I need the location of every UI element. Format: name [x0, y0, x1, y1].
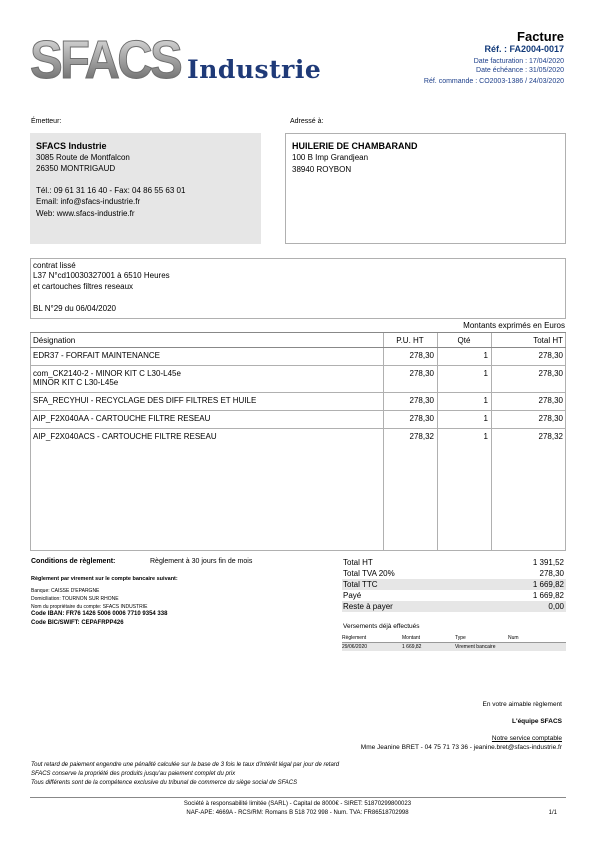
row-total: 278,32	[538, 432, 563, 441]
payments-header-row	[342, 634, 566, 643]
emitter-address-2: 26350 MONTRIGAUD	[36, 164, 116, 173]
total-row	[342, 568, 566, 579]
accounting-contact: Mme Jeanine BRET - 04 75 71 73 36 - jeanine.bret@sfacs-industrie.fr	[360, 744, 562, 751]
iban: Code IBAN: FR76 1426 5006 0006 7710 9354 338	[31, 611, 168, 617]
row-designation-line-2: MINOR KIT C L30-L45e	[33, 378, 119, 387]
due-date: Date échéance : 31/05/2020	[476, 67, 564, 74]
note-line-1: contrat lissé	[33, 261, 76, 270]
accounting-service: Notre service comptable	[491, 735, 562, 742]
total-value: 278,30	[539, 569, 564, 578]
payment-amount: 1 669,82	[402, 644, 422, 650]
document-type: Facture	[517, 29, 564, 44]
table-row	[30, 429, 566, 447]
bic-swift: Code BIC/SWIFT: CEPAFRPP426	[31, 620, 124, 626]
note-line-3: et cartouches filtres reseaux	[33, 282, 134, 291]
currency-note: Montants exprimés en Euros	[463, 321, 565, 330]
row-designation: SFA_RECYHUI - RECYCLAGE DES DIFF FILTRES ET HUILE	[30, 393, 383, 411]
team-signature: L'équipe SFACS	[512, 718, 562, 725]
row-quantity: 1	[437, 348, 491, 366]
items-table	[30, 332, 566, 446]
sfacs-logo	[30, 30, 182, 86]
total-label: Total TTC	[343, 580, 378, 589]
payment-date: 29/06/2020	[342, 644, 368, 650]
total-value: 1 669,82	[532, 591, 564, 600]
total-label: Total TVA 20%	[343, 569, 395, 578]
row-designation: AIP_F2X040AA - CARTOUCHE FILTRE RESEAU	[30, 411, 383, 429]
row-designation: AIP_F2X040ACS - CARTOUCHE FILTRE RESEAU	[33, 432, 217, 441]
row-quantity: 1	[437, 393, 491, 411]
payments-title: Versements déjà effectués	[343, 623, 420, 630]
invoice-note-box	[30, 258, 566, 319]
total-value: 0,00	[548, 602, 564, 611]
row-designation-line-1: com_CK2140-2 - MINOR KIT C L30-L45e	[33, 369, 181, 378]
closing-line: En votre aimable règlement	[482, 701, 562, 708]
note-line-4: BL N°29 du 06/04/2020	[33, 304, 116, 313]
total-row	[342, 590, 566, 601]
total-label: Reste à payer	[343, 602, 393, 611]
row-unit-price: 278,32	[409, 432, 434, 441]
emitter-email: Email: info@sfacs-industrie.fr	[36, 197, 141, 206]
invoice-reference: Réf. : FA2004-0017	[484, 44, 564, 54]
payments-row	[342, 643, 566, 652]
payment-conditions-label: Conditions de règlement:	[31, 558, 116, 565]
footer-registration: NAF-APE: 4669A - RCS/RM: Romans B 518 702 998 - Num. TVA: FR86518702998	[186, 810, 409, 816]
total-row	[342, 579, 566, 590]
table-row	[30, 411, 566, 429]
order-reference: Réf. commande : CO2003-1386 / 24/03/2020	[423, 78, 564, 85]
total-value: 1 391,52	[532, 558, 564, 567]
payments-table	[342, 634, 566, 651]
invoice-date: Date facturation : 17/04/2020	[473, 58, 564, 65]
emitter-box	[30, 133, 261, 244]
bank-domiciliation: Domiciliation: TOURNON SUR RHONE	[31, 596, 119, 602]
table-row	[30, 366, 566, 393]
total-row	[342, 557, 566, 568]
col-header-quantity: Qté	[437, 333, 491, 348]
row-quantity: 1	[437, 411, 491, 429]
legal-line-2: SFACS conserve la propriété des produits jusqu'au paiement complet du prix	[31, 771, 236, 777]
col-header-unit-price: P.U. HT	[383, 333, 437, 348]
col-header-designation: Désignation	[30, 333, 383, 348]
row-total: 278,30	[491, 411, 566, 429]
row-unit-price: 278,30	[383, 411, 437, 429]
row-quantity: 1	[483, 432, 488, 441]
emitter-label: Émetteur:	[31, 118, 62, 125]
legal-line-1: Tout retard de paiement engendre une pénalité calculée sur la base de 3 fois le taux d'intérêt légal par jour de retard	[31, 762, 340, 768]
footer-divider	[30, 797, 566, 798]
logo-industrie: Industrie	[187, 55, 322, 84]
recipient-name: HUILERIE DE CHAMBARAND	[292, 141, 418, 151]
total-label: Payé	[343, 591, 362, 600]
row-unit-price: 278,30	[383, 366, 437, 393]
row-unit-price: 278,30	[383, 348, 437, 366]
row-total: 278,30	[491, 366, 566, 393]
total-label: Total HT	[343, 558, 373, 567]
row-total: 278,30	[491, 348, 566, 366]
recipient-address-2: 38940 ROYBON	[292, 165, 352, 174]
payments-col-type: Type	[455, 634, 508, 643]
row-designation: EDR37 - FORFAIT MAINTENANCE	[30, 348, 383, 366]
row-designation	[30, 366, 383, 393]
row-quantity: 1	[437, 366, 491, 393]
table-row	[30, 348, 566, 366]
row-unit-price: 278,30	[383, 393, 437, 411]
col-header-total: Total HT	[491, 333, 566, 348]
svg-text:SFACS: SFACS	[30, 30, 181, 86]
payments-col-amount: Montant	[402, 634, 455, 643]
recipient-address-1: 100 B Imp Grandjean	[292, 153, 369, 162]
total-row	[342, 601, 566, 612]
emitter-phone: Tél.: 09 61 31 16 40 - Fax: 04 86 55 63 01	[36, 186, 186, 195]
recipient-label: Adressé à:	[290, 118, 324, 125]
table-header-row	[30, 333, 566, 348]
total-value: 1 669,82	[532, 580, 564, 589]
table-row	[30, 393, 566, 411]
row-total: 278,30	[491, 393, 566, 411]
bank-name: Banque: CAISSE D'EPARGNE	[31, 588, 100, 594]
note-line-2: L37 N°cd10030327001 à 6510 Heures	[33, 271, 170, 280]
emitter-website: Web: www.sfacs-industrie.fr	[36, 209, 135, 218]
payments-col-date: Règlement	[342, 634, 402, 643]
payment-type: Virement bancaire	[455, 644, 496, 650]
payment-num	[508, 643, 566, 652]
legal-line-3: Tous différents sont de la compétence exclusive du tribunal de commerce du siège social de SFACS	[31, 780, 298, 786]
emitter-address-1: 3085 Route de Montfalcon	[36, 153, 130, 162]
recipient-box	[285, 133, 566, 244]
emitter-name: SFACS Industrie	[36, 141, 107, 151]
payment-conditions-value: Règlement à 30 jours fin de mois	[150, 558, 253, 565]
bank-transfer-title: Règlement par virement sur le compte bancaire suivant:	[31, 576, 178, 582]
account-owner: Nom du propriétaire du compte: SFACS INDUSTRIE	[31, 604, 148, 610]
footer-company-info: Société à responsabilité limitée (SARL) - Capital de 8000€ - SIRET: 51870299800023	[183, 801, 412, 807]
page-number: 1/1	[548, 810, 557, 816]
payments-col-num: Num	[508, 634, 566, 643]
